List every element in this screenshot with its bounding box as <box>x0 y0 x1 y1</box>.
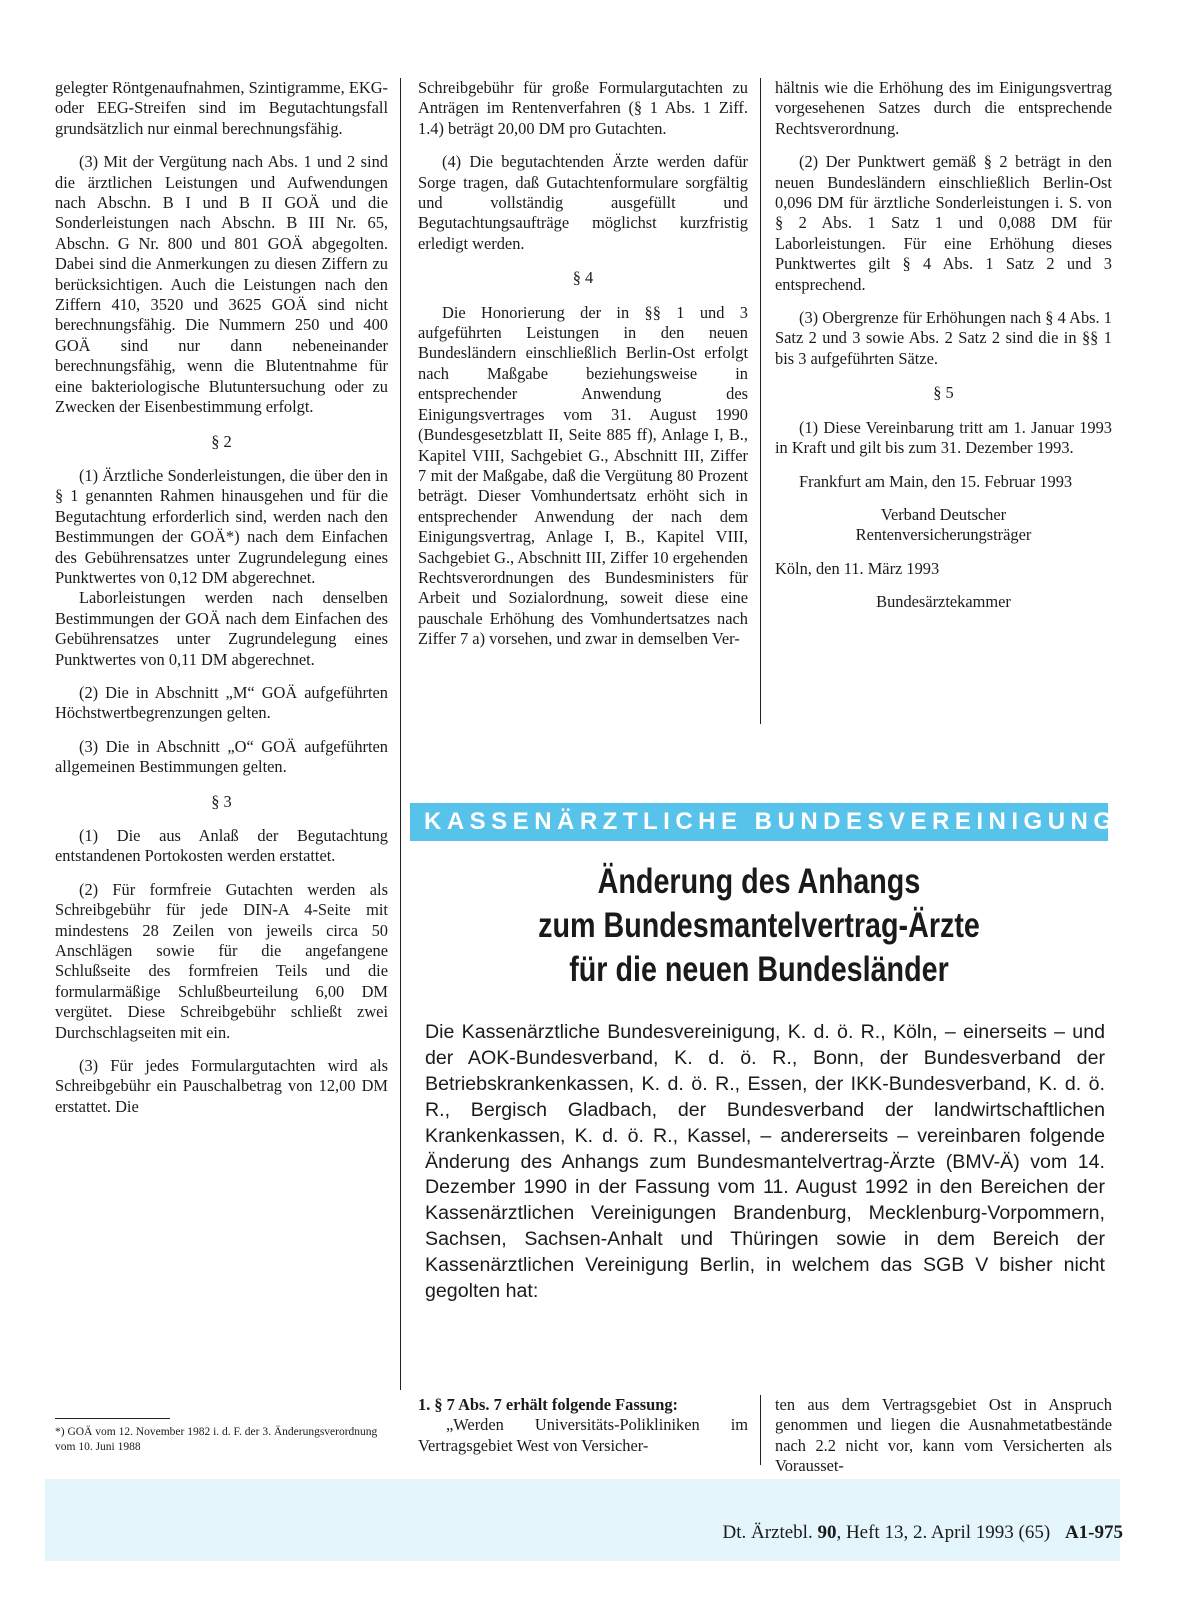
column-divider <box>760 1395 761 1465</box>
paragraph: (1) Diese Vereinbarung tritt am 1. Januar 1993 in Kraft und gilt bis zum 31. Dezember 1993. <box>775 417 1112 458</box>
paragraph: Die Honorierung der in §§ 1 und 3 aufgeführten Leistungen in den neuen Bundesländern einschließlich Berlin-Ost erfolgt nach Maßgabe beziehungsweise in entsprechender Anwendung des Einigungsvertrages vom 31. August 1990 (Bundesgesetzblatt II, Seite 885 ff), Anlage I, B., Kapitel VIII, Sachgebiet G., Abschnitt III, Ziffer 7 mit der Maßgabe, daß die Vergütung 80 Prozent beträgt. Dieser Vomhundertsatz erhöht sich in entsprechender Anwendung der nach dem Einigungsvertrag, Anlage I, B., Kapitel VIII, Sachgebiet G., Abschnitt III, Ziffer 10 ergehenden Rechtsverordnungen des Bundesministers für Arbeit und Sozialordnung, soweit diese eine pauschale Erhöhung des Vomhundertsatzes nach Ziffer 7 a) vorsehen, und zwar in demselben Ver- <box>418 302 748 649</box>
section-heading: § 4 <box>572 268 594 288</box>
text-column-1 <box>55 78 388 1130</box>
footnote: *) GOÄ vom 12. November 1982 i. d. F. der 3. Änderungsverordnung vom 10. Juni 1988 <box>55 1426 378 1453</box>
paragraph: (3) Mit der Vergütung nach Abs. 1 und 2 sind die ärztlichen Leistungen und Aufwendungen nach Abschn. B I und B II GOÄ und die Sonderleistungen nach Abschn. B III Nr. 65, Abschn. G Nr. 800 und 801 GOÄ abgegolten. Dabei sind die Anmerkungen zu diesen Ziffern zu berücksichtigen. Auch die Leistungen nach den Ziffern 410, 3520 und 3625 GOÄ sind nicht berechnungsfähig. Die Nummern 250 und 400 GOÄ sind nur dann nebeneinander berechnungsfähig, wenn die Blutentnahme für eine bakteriologische Blutuntersuchung oder zu Zwecken der Eisenbestimmung erfolgt. <box>55 152 388 417</box>
text-column-3 <box>775 78 1112 613</box>
signatory-org: Bundesärztekammer <box>876 592 1011 612</box>
paragraph: Laborleistungen werden nach denselben Bestimmungen der GOÄ nach dem Einfachen des Gebührensatzes unter Zugrundelegung eines Punktwertes von 0,11 DM abgerechnet. <box>55 588 388 669</box>
text-column-2 <box>418 78 748 663</box>
place-date: Frankfurt am Main, den 15. Februar 1993 <box>799 471 1073 491</box>
page-footer <box>722 1522 1123 1544</box>
paragraph: (2) Für formfreie Gutachten werden als Schreibgebühr für jede DIN-A 4-Seite mit mindestens 28 Zeilen von jeweils circa 50 Anschlägen sowie für die angefangene Schlußseite des formfreien Teils und die formularmäßige Schlußbeurteilung 6,00 DM vergütet. Diese Schreibgebühr schließt zwei Durchschlagseiten mit ein. <box>55 879 388 1042</box>
section-heading: § 2 <box>211 431 232 451</box>
paragraph: hältnis wie die Erhöhung des im Einigungsvertrag vorgesehenen Satzes durch die entsprechende Rechtsverordnung. <box>775 78 1112 138</box>
footnote-rule <box>55 1418 170 1419</box>
paragraph: Schreibgebühr für große Formulargutachten zu Anträgen im Rentenverfahren (§ 1 Abs. 1 Ziff. 1.4) beträgt 20,00 DM pro Gutachten. <box>418 78 748 138</box>
article-column-2 <box>775 1395 1112 1477</box>
place-date: Köln, den 11. März 1993 <box>775 558 940 578</box>
paragraph: gelegter Röntgenaufnahmen, Szintigramme, EKG- oder EEG-Streifen sind im Begutachtungsfall grundsätzlich nur einmal berechnungsfähig. <box>55 78 388 138</box>
paragraph: (3) Obergrenze für Erhöhungen nach § 4 Abs. 1 Satz 2 und 3 sowie Abs. 2 Satz 2 sind die in §§ 1 bis 3 aufgeführten Sätze. <box>775 308 1112 368</box>
headline-line: zum Bundesmantelvertrag-Ärzte <box>538 906 980 945</box>
footer-band <box>45 1479 1120 1561</box>
headline-line: für die neuen Bundesländer <box>569 950 949 989</box>
article-column-1 <box>418 1395 748 1456</box>
paragraph: (1) Die aus Anlaß der Begutachtung entstandenen Portokosten werden erstattet. <box>55 826 388 866</box>
paragraph: ten aus dem Vertragsgebiet Ost in Anspruch genommen und liegen die Ausnahmetatbestände nach 2.2 nicht vor, kann vom Versicherten als Vorausset- <box>775 1395 1112 1476</box>
item-heading: 1. § 7 Abs. 7 erhält folgende Fassung: <box>418 1395 678 1414</box>
signatory-org-line: Rentenversicherungsträger <box>855 525 1032 545</box>
section-heading: § 3 <box>211 791 232 811</box>
paragraph: (4) Die begutachtenden Ärzte werden dafür Sorge tragen, daß Gutachtenformulare sorgfältig und vollständig ausgefüllt und Begutachtungsaufträge möglichst kurzfristig erledigt werden. <box>418 152 748 253</box>
lead-paragraph: Die Kassenärztliche Bundesvereinigung, K. d. ö. R., Köln, – einerseits – und der AOK-Bundesverband, K. d. ö. R., Bonn, der Bundesverband der Betriebskrankenkassen, K. d. ö. R., Essen, der IKK-Bundesverband, K. d. ö. R., Bergisch Gladbach, der Bundesverband der landwirtschaftlichen Krankenkassen, K. d. ö. R., Kassel, – andererseits – vereinbaren folgende Änderung des Anhangs zum Bundesmantelvertrag-Ärzte (BMV-Ä) vom 14. Dezember 1990 in der Fassung vom 11. August 1992 in den Bereichen der Kassenärztlichen Vereinigungen Brandenburg, Mecklenburg-Vorpommern, Sachsen, Sachsen-Anhalt und Thüringen sowie in dem Bereich der Kassenärztlichen Vereinigung Berlin, in welchem das SGB V bisher nicht gegolten hat: <box>425 1021 1105 1303</box>
journal-name: Dt. Ärztebl. <box>722 1522 813 1543</box>
paragraph: (2) Der Punktwert gemäß § 2 beträgt in den neuen Bundesländern einschließlich Berlin-Ost 0,096 DM für ärztliche Sonderleistungen i. S. von § 2 Abs. 1 Satz 1 und 0,088 DM für Laborleistungen. Für eine Erhöhung dieses Punktwertes gilt § 4 Abs. 1 Satz 2 und 3 entsprechend. <box>775 152 1112 294</box>
paragraph: (2) Die in Abschnitt „M“ GOÄ aufgeführten Höchstwertbegrenzungen gelten. <box>55 682 388 723</box>
column-divider <box>400 78 401 1390</box>
section-heading: § 5 <box>933 383 954 403</box>
paragraph: „Werden Universitäts-Polikliniken im Vertragsgebiet West von Versicher- <box>418 1415 748 1455</box>
article-headline <box>473 860 1045 992</box>
issue-info: , Heft 13, 2. April 1993 (65) <box>836 1522 1051 1543</box>
page-number: A1-975 <box>1064 1522 1123 1543</box>
paragraph: (1) Ärztliche Sonderleistungen, die über den in § 1 genannten Rahmen hinausgehen und für die Begutachtung erforderlich sind, werden nach den Bestimmungen der GOÄ*) nach dem Einfachen des Gebührensatzes unter Zugrundelegung eines Punktwertes von 0,12 DM abgerechnet. <box>55 465 388 587</box>
column-divider <box>760 78 761 724</box>
paragraph: (3) Für jedes Formulargutachten wird als Schreibgebühr ein Pauschalbetrag von 12,00 DM erstattet. Die <box>55 1056 388 1116</box>
signatory-org-line: Verband Deutscher <box>880 504 1007 524</box>
volume-number: 90 <box>817 1522 837 1543</box>
headline-line: Änderung des Anhangs <box>597 862 921 901</box>
section-banner: KASSENÄRZTLICHE BUNDESVEREINIGUNG <box>410 803 1108 841</box>
paragraph: (3) Die in Abschnitt „O“ GOÄ aufgeführten allgemeinen Bestimmungen gelten. <box>55 736 388 777</box>
